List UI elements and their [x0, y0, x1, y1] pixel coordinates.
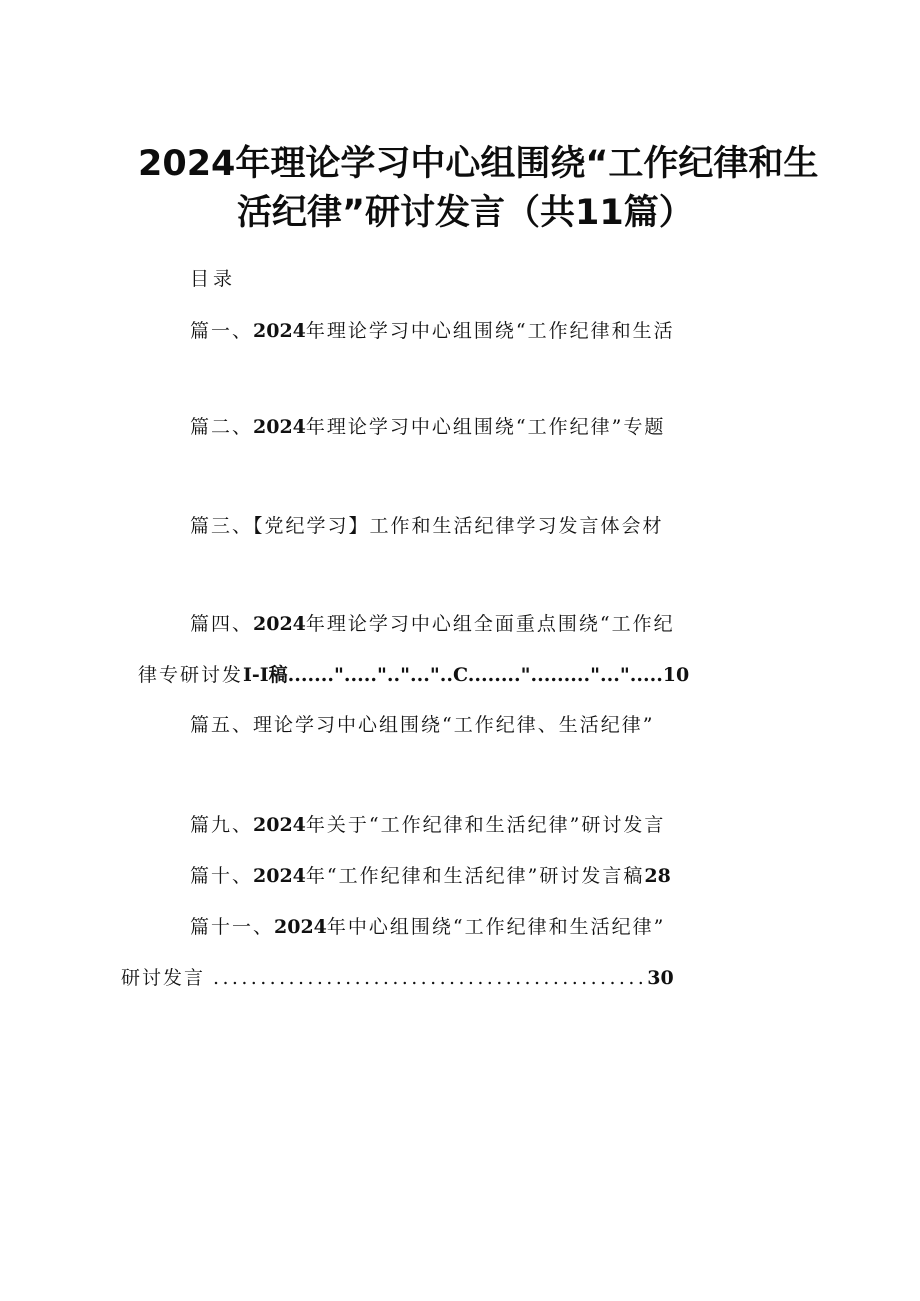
toc-item-page-number: 28: [644, 865, 671, 887]
toc-item-text: 年“工作纪律和生活纪律”研讨发言稿: [305, 865, 645, 887]
toc-item[interactable]: [190, 810, 665, 837]
document-title-line-2: 活纪律”研讨发言（共11篇）: [237, 193, 694, 233]
toc-item-continuation[interactable]: [121, 963, 674, 990]
toc-item-prefix: 篇十一、: [190, 916, 275, 938]
toc-item-prefix: 篇三、: [190, 515, 254, 537]
toc-item-year: 2024: [253, 865, 306, 887]
toc-item-continuation-tail: I-I稿.......".....".."..."..C........"........."...".....10: [243, 664, 690, 686]
toc-item-prefix: 篇四、: [190, 613, 254, 635]
toc-item[interactable]: [190, 609, 675, 636]
toc-item[interactable]: [190, 412, 665, 439]
toc-item-year: 2024: [253, 320, 306, 342]
toc-item-page-number: 30: [647, 967, 674, 989]
document-title-line-1: 2024年理论学习中心组围绕“工作纪律和生: [138, 144, 819, 184]
toc-item-prefix: 篇五、: [190, 714, 254, 736]
toc-item-text: 年关于“工作纪律和生活纪律”研讨发言: [305, 814, 666, 836]
toc-item-prefix: 篇一、: [190, 320, 254, 342]
toc-item[interactable]: [190, 861, 671, 888]
toc-item[interactable]: [190, 316, 675, 343]
toc-item-prefix: 篇十、: [190, 865, 254, 887]
toc-item-text: 年理论学习中心组围绕“工作纪律和生活: [305, 320, 675, 342]
toc-item-text: 【党纪学习】工作和生活纪律学习发言体会材: [253, 515, 664, 537]
toc-item[interactable]: [190, 710, 654, 737]
toc-item-prefix: 篇二、: [190, 416, 254, 438]
toc-item-year: 2024: [253, 613, 306, 635]
toc-item[interactable]: [190, 511, 664, 538]
toc-item-year: 2024: [253, 814, 306, 836]
toc-item-text: 理论学习中心组围绕“工作纪律、生活纪律”: [253, 714, 655, 736]
toc-item-text: 年理论学习中心组全面重点围绕“工作纪: [305, 613, 675, 635]
toc-item-year: 2024: [274, 916, 327, 938]
toc-item-text: 年理论学习中心组围绕“工作纪律”专题: [305, 416, 666, 438]
toc-item-continuation-text: 律专研讨发: [138, 664, 244, 686]
toc-dot-leader: ..............................................: [213, 967, 648, 989]
toc-item-continuation[interactable]: [138, 660, 689, 687]
toc-item-year: 2024: [253, 416, 306, 438]
toc-item[interactable]: [190, 912, 665, 939]
toc-heading: 目录: [190, 268, 237, 290]
toc-item-text: 年中心组围绕“工作纪律和生活纪律”: [326, 916, 666, 938]
toc-item-continuation-text: 研讨发言: [121, 967, 206, 989]
toc-item-prefix: 篇九、: [190, 814, 254, 836]
